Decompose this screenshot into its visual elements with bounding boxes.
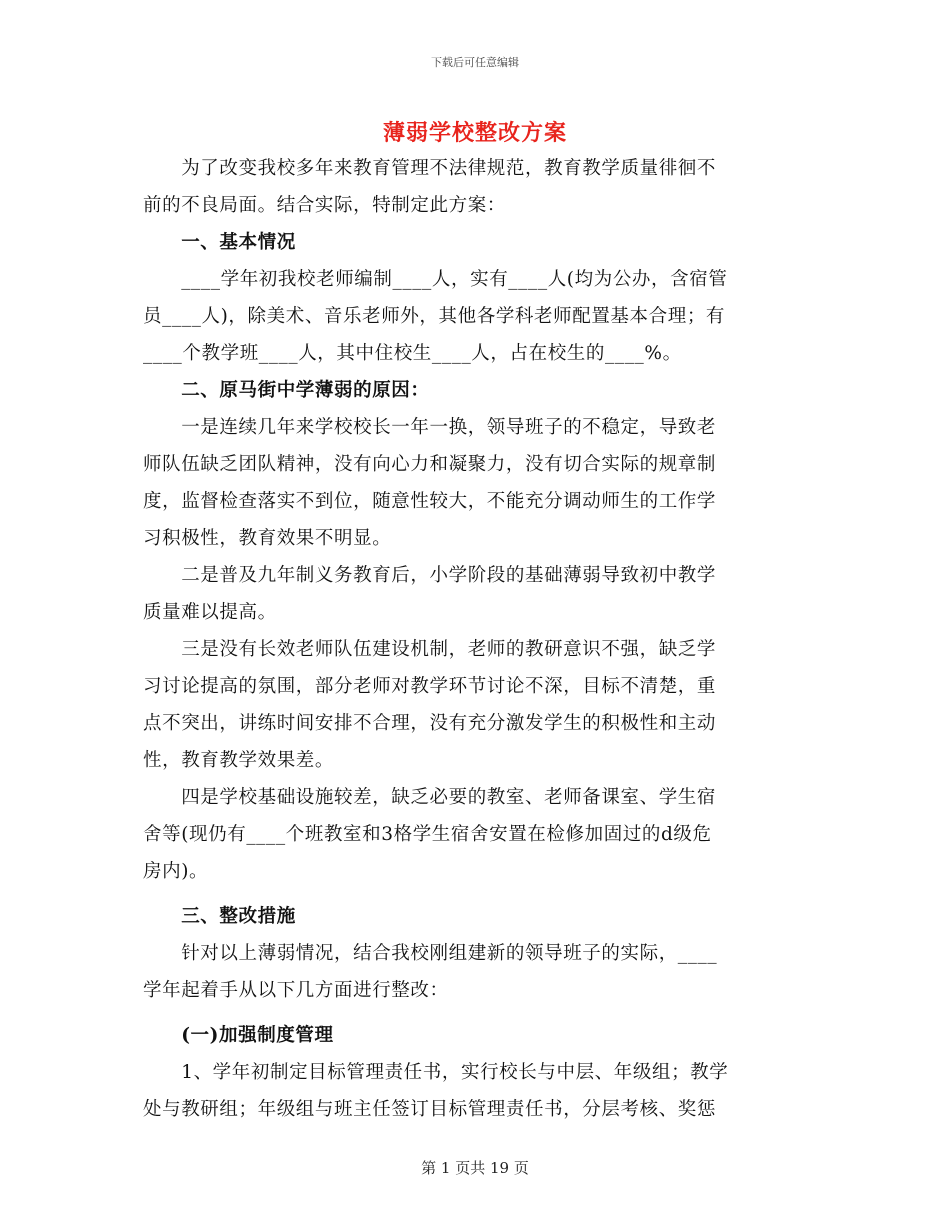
section-heading: 一、基本情况 (143, 232, 296, 253)
text-line: 三是没有长效老师队伍建设机制，老师的教研意识不强，缺乏学 (143, 639, 717, 660)
text-line: 质量难以提高。 (143, 602, 277, 623)
text-line: ____学年初我校老师编制____人，实有____人(均为公办，含宿管 (143, 269, 728, 290)
text-line: 针对以上薄弱情况，结合我校刚组建新的领导班子的实际，____ (143, 943, 718, 964)
text-line: 员____人)，除美术、音乐老师外，其他各学科老师配置基本合理；有 (143, 306, 726, 327)
page-header-note: 下载后可任意编辑 (431, 56, 519, 69)
paragraph-gap (143, 1009, 803, 1017)
text-line: 四是学校基础设施较差，缺乏必要的教室、老师备课室、学生宿 (143, 787, 717, 808)
text-line: 房内)。 (143, 861, 209, 882)
section-heading: (一)加强制度管理 (143, 1025, 334, 1046)
text-line: ____个教学班____人，其中住校生____人，占在校生的____%。 (143, 343, 682, 364)
text-line: 1、学年初制定目标管理责任书，实行校长与中层、年级组；教学 (143, 1062, 729, 1083)
text-line: 性，教育教学效果差。 (143, 750, 335, 771)
text-line: 二是普及九年制义务教育后，小学阶段的基础薄弱导致初中教学 (143, 565, 717, 586)
text-line: 习积极性，教育效果不明显。 (143, 528, 392, 549)
text-line: 舍等(现仍有____个班教室和3格学生宿舍安置在检修加固过的d级危 (143, 824, 712, 845)
page-number: 第 1 页共 19 页 (421, 1159, 529, 1177)
text-line: 一是连续几年来学校校长一年一换，领导班子的不稳定，导致老 (143, 417, 717, 438)
section-heading: 二、原马街中学薄弱的原因： (143, 380, 430, 401)
paragraph-gap (143, 890, 803, 898)
text-line: 处与教研组；年级组与班主任签订目标管理责任书，分层考核、奖惩 (143, 1099, 717, 1120)
document-body (143, 150, 803, 1128)
text-line: 为了改变我校多年来教育管理不法律规范，教育教学质量徘徊不 (143, 158, 717, 179)
text-line: 习讨论提高的氛围，部分老师对教学环节讨论不深，目标不清楚，重 (143, 676, 717, 697)
text-line: 师队伍缺乏团队精神，没有向心力和凝聚力，没有切合实际的规章制 (143, 454, 717, 475)
text-line: 度，监督检查落实不到位，随意性较大，不能充分调动师生的工作学 (143, 491, 717, 512)
text-line: 点不突出，讲练时间安排不合理，没有充分激发学生的积极性和主动 (143, 713, 717, 734)
section-heading: 三、整改措施 (143, 906, 296, 927)
text-line: 学年起着手从以下几方面进行整改： (143, 980, 449, 1001)
document-title: 薄弱学校整改方案 (382, 120, 567, 146)
text-line: 前的不良局面。结合实际，特制定此方案： (143, 195, 506, 216)
